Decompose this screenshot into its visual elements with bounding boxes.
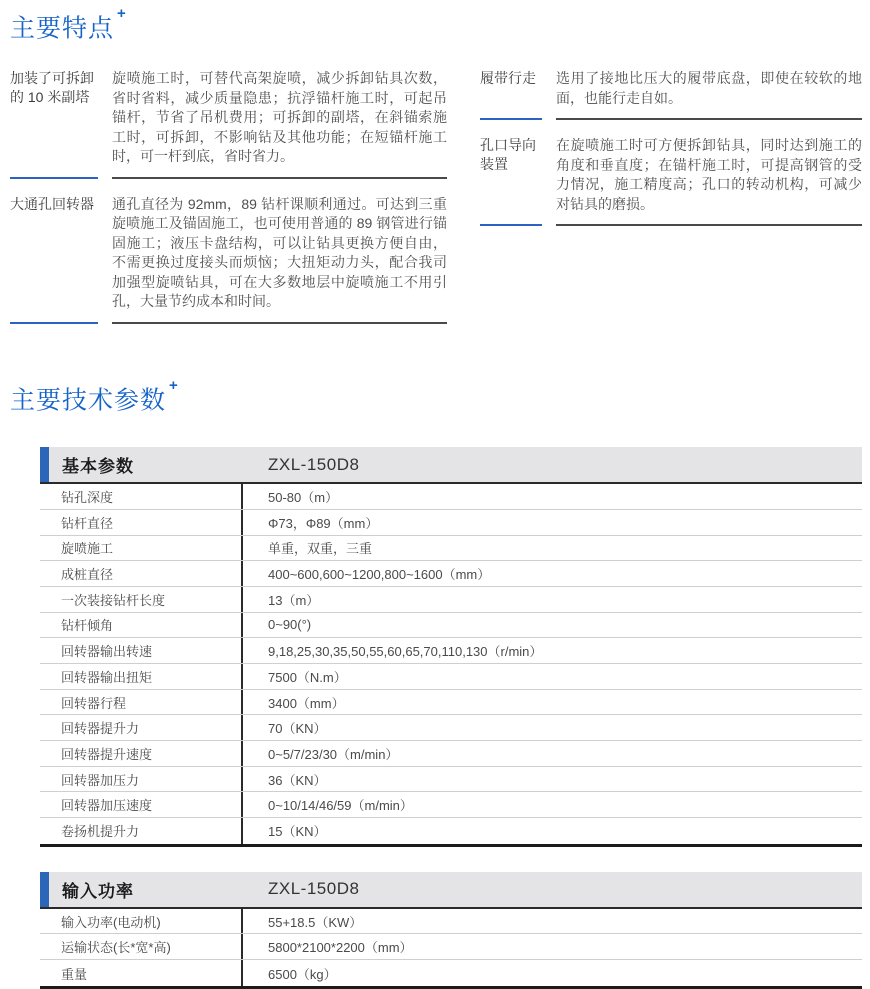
table-row — [40, 638, 862, 664]
features-column-right — [480, 69, 862, 242]
table-row — [40, 818, 862, 844]
features-grid — [10, 69, 862, 340]
param-value: 50-80（m） — [268, 490, 339, 505]
table-row — [40, 536, 862, 562]
param-value: 0~5/7/23/30（m/min） — [268, 746, 399, 762]
table-row — [40, 561, 862, 587]
table-row — [40, 664, 862, 690]
table-row — [40, 484, 862, 510]
param-value: 15（KN） — [268, 824, 327, 840]
table-body — [40, 484, 862, 844]
table-row — [40, 587, 862, 613]
param-value: 6500（kg） — [268, 966, 337, 982]
input-power-table — [40, 872, 862, 989]
param-value: 9,18,25,30,35,50,55,60,65,70,110,130（r/min） — [268, 644, 543, 660]
param-name: 回转器提升速度 — [40, 741, 243, 766]
param-value: 7500（N.m） — [268, 669, 347, 685]
param-name: 回转器输出扭矩 — [40, 664, 243, 689]
feature-description: 选用了接地比压大的履带底盘，即使在较软的地面，也能行走自如。 — [556, 69, 862, 120]
table-row — [40, 960, 862, 986]
param-name: 旋喷施工 — [40, 536, 243, 561]
feature-description: 旋喷施工时，可替代高架旋喷，减少拆卸钻具次数，省时省料，减少质量隐患；抗浮锚杆施工时，可起吊锚杆，节省了吊机费用；可拆卸的副塔，在斜锚索施工时，可拆卸，不影响钻及其他功能；在短锚杆施工时，可一杆到底，省时省力。 — [112, 69, 447, 179]
param-name: 回转器加压速度 — [40, 792, 243, 817]
param-name: 输入功率(电动机) — [40, 909, 243, 934]
feature-label: 大通孔回转器 — [10, 195, 98, 324]
specs-section-title: 主要技术参数 — [10, 386, 167, 415]
table-row — [40, 741, 862, 767]
param-name: 钻杆直径 — [40, 510, 243, 535]
param-name: 回转器行程 — [40, 690, 243, 715]
table-row — [40, 934, 862, 960]
param-name: 钻孔深度 — [40, 484, 243, 509]
table-row — [40, 715, 862, 741]
param-value: 0~10/14/46/59（m/min） — [268, 798, 413, 814]
param-name: 卷扬机提升力 — [40, 818, 243, 844]
plus-mark-icon: + — [117, 5, 127, 22]
param-name: 回转器提升力 — [40, 715, 243, 740]
param-value: 55+18.5（KW） — [268, 914, 363, 930]
feature-label: 孔口导向装置 — [480, 136, 542, 226]
param-value: 0~90(°) — [268, 617, 312, 633]
table-row — [40, 690, 862, 716]
param-name: 钻杆倾角 — [40, 613, 243, 638]
plus-mark-icon: + — [169, 376, 179, 394]
feature-description: 在旋喷施工时可方便拆卸钻具，同时达到施工的角度和垂直度；在锚杆施工时，可提高钢管的受力情况，施工精度高；孔口的转动机构，可减少对钻具的磨损。 — [556, 136, 862, 226]
table-row — [40, 767, 862, 793]
param-value: 13（m） — [268, 592, 320, 608]
feature-item-sub-tower — [10, 69, 447, 179]
blue-accent-bar — [40, 447, 49, 482]
table-row — [40, 909, 862, 935]
basic-params-table — [40, 447, 862, 847]
param-value: Φ73，Φ89（mm） — [268, 515, 379, 531]
features-section-heading — [10, 5, 870, 43]
param-value: 400~600,600~1200,800~1600（mm） — [268, 567, 491, 583]
param-name: 回转器输出转速 — [40, 638, 243, 663]
feature-label: 履带行走 — [480, 69, 542, 120]
feature-item-crawler — [480, 69, 862, 120]
model-name: ZXL-150D8 — [268, 454, 360, 474]
param-value: 36（KN） — [268, 772, 327, 788]
table-title: 基本参数 — [62, 457, 134, 477]
model-name: ZXL-150D8 — [268, 879, 360, 899]
param-name: 回转器加压力 — [40, 767, 243, 792]
param-value: 70（KN） — [268, 721, 327, 737]
table-body — [40, 909, 862, 986]
table-title: 输入功率 — [62, 881, 134, 901]
param-value: 单重，双重，三重 — [268, 541, 373, 557]
table-row — [40, 613, 862, 639]
feature-item-rotary-head — [10, 195, 447, 324]
feature-description: 通孔直径为 92mm，89 钻杆课顺利通过。可达到三重旋喷施工及锚固施工，也可使用普通的 89 钢管进行锚固施工；液压卡盘结构，可以让钻具更换方便自由，不需更换过度接头而烦恼；大扭矩动力头，配合我司加强型旋喷钻具，可在大多数地层中旋喷施工不用引孔，大量节约成本和时间。 — [112, 195, 447, 324]
param-value: 3400（mm） — [268, 695, 345, 711]
features-section-title: 主要特点 — [10, 14, 115, 43]
feature-label: 加装了可拆卸的 10 米副塔 — [10, 69, 98, 179]
param-name: 成桩直径 — [40, 561, 243, 586]
table-row — [40, 792, 862, 818]
features-column-left — [10, 69, 447, 340]
param-name: 运输状态(长*宽*高) — [40, 934, 243, 959]
blue-accent-bar — [40, 872, 49, 907]
specs-section-heading — [10, 376, 870, 415]
feature-item-hole-guide — [480, 136, 862, 226]
param-name: 重量 — [40, 960, 243, 986]
table-header — [40, 447, 862, 484]
table-row — [40, 510, 862, 536]
table-header — [40, 872, 862, 909]
param-name: 一次装接钻杆长度 — [40, 587, 243, 612]
product-spec-page — [0, 5, 870, 989]
param-value: 5800*2100*2200（mm） — [268, 940, 413, 956]
